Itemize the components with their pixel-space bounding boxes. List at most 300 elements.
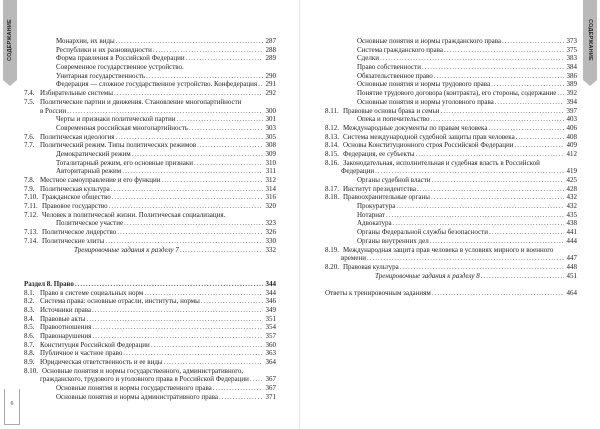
- entry-number: 8.18.: [325, 193, 339, 202]
- entry-page-number: 383: [566, 54, 577, 63]
- toc-entry: [325, 202, 577, 211]
- dot-leader: [495, 98, 564, 107]
- dot-leader: [197, 141, 263, 150]
- toc-entry: [24, 115, 276, 124]
- page-number-box: [4, 394, 20, 425]
- entry-title: Федерация, ее субъекты: [343, 149, 415, 158]
- toc-entry: [24, 246, 276, 255]
- dot-leader: [502, 37, 564, 46]
- entry-page-number: 394: [566, 97, 577, 106]
- entry-title: Основные понятия и нормы государственного права: [56, 384, 212, 393]
- entry-page-number: 435: [566, 210, 577, 219]
- entry-title: Правоотношения: [40, 323, 92, 332]
- entry-title: Основные понятия и нормы государственного, административного,: [42, 366, 244, 375]
- entry-title: Раздел 8. Право: [24, 279, 74, 288]
- toc-entry: [325, 237, 577, 246]
- toc-entry: [24, 141, 276, 150]
- dot-leader: [441, 107, 564, 116]
- dot-leader: [153, 46, 263, 55]
- dot-leader: [444, 46, 564, 55]
- toc-entry: [325, 159, 577, 168]
- dot-leader: [431, 193, 564, 202]
- dot-leader: [144, 289, 263, 298]
- toc-entry: [325, 167, 577, 176]
- dot-leader: [123, 349, 263, 358]
- toc-entry: [325, 72, 577, 81]
- entry-number: 7.5.: [24, 97, 35, 106]
- toc-entry: [24, 193, 276, 202]
- entry-title: Институт президентства: [343, 184, 416, 193]
- entry-page-number: 301: [265, 115, 276, 124]
- entry-title: Политическая идеология: [40, 132, 115, 141]
- entry-title: Современная российская многопартийность: [56, 123, 189, 132]
- toc-entry: [325, 228, 577, 237]
- dot-leader: [124, 219, 263, 228]
- toc-entry: [24, 167, 276, 176]
- entry-title: Современное государственное устройство.: [56, 63, 184, 72]
- entry-number: 7.8.: [24, 176, 35, 184]
- entry-page-number: 375: [566, 45, 577, 54]
- entry-number: 7.14.: [24, 236, 38, 245]
- toc-entry: [24, 289, 276, 298]
- toc-entry: [325, 133, 577, 142]
- entry-title: Тренировочные задания к разделу 8: [375, 271, 480, 280]
- toc-entry: [24, 107, 276, 116]
- toc-entry: [24, 63, 276, 72]
- entry-page-number: 397: [566, 106, 577, 115]
- toc-entry: [24, 202, 276, 211]
- entry-page-number: 444: [566, 236, 577, 245]
- dot-leader: [105, 237, 263, 246]
- toc-entry: [24, 237, 276, 246]
- dot-leader: [489, 228, 564, 237]
- entry-page-number: 316: [265, 193, 276, 202]
- dot-leader: [488, 124, 564, 133]
- entry-number: 8.3.: [24, 305, 35, 314]
- entry-number: 7.6.: [24, 132, 35, 141]
- dot-leader: [375, 167, 564, 176]
- entry-page-number: 403: [566, 115, 577, 124]
- entry-number: 7.7.: [24, 141, 35, 150]
- entry-page-number: 425: [566, 176, 577, 184]
- entry-title: Авторитарный режим: [56, 167, 122, 176]
- entry-title: Демократический режим: [56, 149, 131, 158]
- entry-page-number: 290: [265, 71, 276, 80]
- dot-leader: [92, 332, 263, 341]
- dot-leader: [162, 176, 263, 185]
- entry-title: Гражданское общество: [42, 193, 111, 202]
- entry-page-number: 291: [265, 80, 276, 89]
- dot-leader: [396, 202, 564, 211]
- entry-page-number: 432: [566, 193, 577, 202]
- toc-entry: [24, 98, 276, 107]
- toc-entry: [24, 332, 276, 341]
- dot-leader: [75, 280, 263, 289]
- entry-title: Право собственности: [357, 63, 421, 72]
- entry-title: Форма правления в Российской Федерации: [56, 54, 185, 63]
- dot-leader: [516, 133, 564, 142]
- toc-entry: [24, 358, 276, 367]
- toc-entry: [325, 124, 577, 133]
- entry-title: Система права: основные отрасли, институты, нормы: [40, 297, 200, 306]
- entry-title: Политические партии и движения. Становление многопартийности: [40, 97, 242, 106]
- entry-title: Тоталитарный режим, его основные признаки: [56, 158, 193, 167]
- dot-leader: [92, 323, 263, 332]
- entry-number: 8.5.: [24, 323, 35, 332]
- toc-entry: [24, 375, 276, 384]
- entry-title: Сделки: [357, 54, 379, 63]
- toc-entry: [24, 384, 276, 393]
- toc-entry: [24, 124, 276, 133]
- entry-page-number: 349: [265, 305, 276, 314]
- entry-title: Прокуратура: [357, 202, 396, 211]
- toc-entry: [24, 306, 276, 315]
- entry-page-number: 288: [265, 45, 276, 54]
- entry-page-number: 371: [265, 392, 276, 401]
- entry-number: 8.17.: [325, 184, 339, 193]
- entry-title: Федерации: [341, 167, 375, 176]
- dot-leader: [177, 115, 263, 124]
- toc-entry: [24, 315, 276, 324]
- entry-number: 8.15.: [325, 149, 339, 158]
- dot-leader: [111, 185, 263, 194]
- entry-title: Источники права: [40, 305, 92, 314]
- answers-entry: [325, 289, 577, 298]
- entry-title: Юридическая ответственность и ее виды: [40, 358, 163, 367]
- entry-title: Правоохранительные органы: [343, 193, 430, 202]
- entry-title: Нотариат: [357, 210, 385, 219]
- dot-leader: [258, 80, 263, 89]
- dot-leader: [367, 254, 564, 263]
- dot-leader: [67, 107, 263, 116]
- entry-title: Республики и их разновидности: [56, 45, 152, 54]
- dot-leader: [132, 150, 263, 159]
- entry-title: Система международной судебной защиты прав человека: [343, 132, 515, 141]
- entry-page-number: 384: [566, 63, 577, 72]
- entry-title: Международная защита прав человека в условиях мирного и военного: [343, 245, 554, 254]
- entry-title: Человек в политической жизни. Политическая социализация.: [42, 210, 226, 219]
- dot-leader: [201, 297, 263, 306]
- entry-title: Основные понятия и нормы уголовного права: [357, 97, 494, 106]
- dot-leader: [514, 141, 564, 150]
- entry-page-number: 451: [566, 271, 577, 280]
- toc-entry: [325, 46, 577, 55]
- toc-entry: [325, 63, 577, 72]
- toc-entry: [325, 115, 577, 124]
- section-heading: [24, 280, 276, 289]
- entry-title: Основные понятия и нормы трудового права: [357, 80, 491, 89]
- entry-page-number: 303: [265, 123, 276, 132]
- toc-entry: [325, 254, 577, 263]
- table-of-contents-left: [24, 37, 276, 402]
- entry-page-number: 428: [566, 184, 577, 193]
- entry-number: 8.7.: [24, 340, 35, 349]
- entry-page-number: 367: [265, 375, 276, 384]
- tab-label: СОДЕРЖАНИЕ: [587, 19, 594, 61]
- entry-title: времени: [341, 254, 366, 263]
- entry-page-number: 406: [566, 123, 577, 132]
- entry-page-number: 323: [265, 219, 276, 228]
- entry-page-number: 360: [265, 340, 276, 349]
- entry-title: Органы Федеральной службы безопасности: [357, 228, 488, 237]
- entry-title: Черты и признаки политической партии: [56, 115, 176, 124]
- entry-title: Правовые основы брака и семьи: [343, 106, 440, 115]
- toc-entry: [24, 323, 276, 332]
- dot-leader: [430, 237, 564, 246]
- toc-entry: [24, 393, 276, 402]
- toc-entry: [24, 349, 276, 358]
- entry-title: Международные документы по правам человека: [343, 123, 488, 132]
- entry-page-number: 292: [265, 89, 276, 98]
- entry-number: 7.9.: [24, 184, 35, 193]
- entry-number: 7.4.: [24, 89, 35, 98]
- dot-leader: [400, 263, 564, 272]
- toc-entry: [325, 107, 577, 116]
- toc-entry: [24, 211, 276, 220]
- dot-leader: [92, 306, 263, 315]
- toc-entry: [325, 211, 577, 220]
- toc-entry: [24, 159, 276, 168]
- toc-entry: [24, 89, 276, 98]
- entry-number: 8.14.: [325, 141, 339, 150]
- toc-entry: [325, 150, 577, 159]
- toc-entry: [325, 141, 577, 150]
- entry-title: Местное самоуправление и его функции: [40, 176, 161, 184]
- toc-entry: [24, 37, 276, 46]
- entry-title: Правонарушения: [40, 332, 92, 340]
- entry-title: Публичное и частное право: [40, 349, 123, 358]
- dot-leader: [86, 315, 263, 324]
- entry-page-number: 287: [265, 37, 276, 45]
- dot-leader: [434, 72, 564, 81]
- dot-leader: [122, 167, 263, 176]
- dot-leader: [189, 124, 263, 133]
- toc-entry: [24, 228, 276, 237]
- toc-entry: [24, 219, 276, 228]
- dot-leader: [491, 80, 564, 89]
- entry-number: 8.12.: [325, 123, 339, 132]
- entry-number: 8.20.: [325, 262, 339, 271]
- toc-entry: [325, 98, 577, 107]
- dot-leader: [186, 54, 263, 63]
- entry-title: Правовые акты: [40, 314, 86, 323]
- dot-leader: [109, 202, 263, 211]
- entry-title: Обязательственное право: [357, 71, 433, 80]
- entry-number: 8.4.: [24, 314, 35, 323]
- toc-entry: [24, 185, 276, 194]
- entry-number: 8.1.: [24, 288, 35, 297]
- entry-number: 7.13.: [24, 228, 38, 237]
- toc-entry: [325, 272, 577, 281]
- right-page: [300, 0, 600, 429]
- entry-title: Основные понятия и нормы гражданского права: [357, 37, 502, 45]
- entry-title: Органы судебной власти: [357, 176, 431, 184]
- toc-entry: [24, 54, 276, 63]
- entry-page-number: 344: [265, 279, 276, 288]
- entry-title: Органы внутренних дел: [357, 236, 429, 245]
- toc-entry: [325, 246, 577, 255]
- entry-title: Политическое участие: [56, 219, 124, 228]
- dot-leader: [432, 289, 564, 298]
- entry-page-number: 419: [566, 167, 577, 176]
- entry-title: Правовое государство: [42, 202, 108, 211]
- dot-leader: [432, 176, 564, 185]
- entry-title: Конституция Российской Федерации: [40, 340, 150, 349]
- entry-number: 8.11.: [325, 106, 339, 115]
- entry-page-number: 305: [265, 132, 276, 141]
- entry-page-number: 373: [566, 37, 577, 45]
- entry-page-number: 438: [566, 219, 577, 228]
- entry-page-number: 320: [265, 202, 276, 211]
- entry-number: 8.9.: [24, 358, 35, 367]
- entry-title: Политическое лидерство: [42, 228, 117, 237]
- entry-page-number: 386: [566, 71, 577, 80]
- entry-page-number: 312: [265, 176, 276, 184]
- dot-leader: [213, 384, 263, 393]
- toc-entry: [325, 89, 577, 98]
- dot-leader: [115, 133, 263, 142]
- dot-leader: [164, 358, 263, 367]
- entry-title: гражданского, трудового и уголовного права в Российской Федерации: [40, 375, 249, 384]
- dot-leader: [386, 211, 564, 220]
- toc-entry: [325, 193, 577, 202]
- entry-page-number: 441: [566, 228, 577, 237]
- toc-entry: [325, 219, 577, 228]
- entry-page-number: 409: [566, 141, 577, 150]
- entry-page-number: 389: [566, 80, 577, 89]
- entry-page-number: 310: [265, 158, 276, 167]
- entry-number: 8.13.: [325, 132, 339, 141]
- dot-leader: [146, 72, 263, 81]
- dot-leader: [393, 219, 564, 228]
- toc-entry: [325, 176, 577, 185]
- toc-entry: [24, 367, 276, 376]
- toc-entry: [24, 72, 276, 81]
- toc-entry: [24, 80, 276, 89]
- dot-leader: [180, 246, 263, 255]
- entry-number: 8.16.: [325, 158, 339, 167]
- tab-label: СОДЕРЖАНИЕ: [7, 19, 14, 61]
- page-number: 6: [10, 401, 14, 407]
- entry-title: Основы Конституционного строя Российской Федерации: [343, 141, 514, 150]
- dot-leader: [481, 272, 564, 281]
- entry-page-number: 308: [265, 141, 276, 150]
- entry-page-number: 408: [566, 132, 577, 141]
- entry-number: 7.10.: [24, 193, 38, 202]
- toc-entry: [24, 46, 276, 55]
- dot-leader: [112, 193, 263, 202]
- entry-title: Право в системе социальных норм: [40, 288, 144, 297]
- dot-leader: [151, 341, 263, 350]
- toc-entry: [325, 54, 577, 63]
- toc-entry: [325, 263, 577, 272]
- section-tab-right: [583, 0, 597, 80]
- dot-leader: [431, 115, 564, 124]
- entry-title: Ответы к тренировочным заданиям: [325, 288, 431, 297]
- entry-page-number: 314: [265, 184, 276, 193]
- dot-leader: [380, 54, 564, 63]
- toc-entry: [325, 185, 577, 194]
- entry-page-number: 448: [566, 262, 577, 271]
- entry-title: Избирательные системы: [40, 89, 113, 98]
- entry-page-number: 357: [265, 332, 276, 340]
- entry-number: 8.10.: [24, 366, 38, 375]
- dot-leader: [557, 89, 564, 98]
- entry-title: Законодательная, исполнительная и судебная власть в Российской: [343, 158, 540, 167]
- entry-page-number: 289: [265, 54, 276, 63]
- entry-title: Основные понятия и нормы административного права: [56, 392, 219, 401]
- entry-title: в России: [40, 106, 67, 115]
- entry-page-number: 326: [265, 228, 276, 237]
- entry-number: 8.8.: [24, 349, 35, 358]
- dot-leader: [417, 185, 564, 194]
- entry-title: Правовая культура: [343, 262, 399, 271]
- entry-title: Монархии, их виды: [56, 37, 115, 45]
- toc-entry: [325, 37, 577, 46]
- entry-page-number: 392: [566, 89, 577, 98]
- entry-title: Система гражданского права: [357, 45, 443, 54]
- entry-title: Политическая культура: [40, 184, 110, 193]
- entry-page-number: 330: [265, 236, 276, 245]
- entry-title: Адвокатура: [357, 219, 392, 228]
- entry-page-number: 412: [566, 149, 577, 158]
- entry-page-number: 332: [265, 245, 276, 254]
- entry-page-number: 364: [265, 358, 276, 367]
- dot-leader: [116, 37, 263, 46]
- entry-page-number: 351: [265, 314, 276, 323]
- entry-title: Понятие трудового договора (контракта), его стороны, содержание: [357, 89, 557, 98]
- entry-number: 7.11.: [24, 202, 38, 211]
- toc-entry: [325, 80, 577, 89]
- entry-page-number: 367: [265, 384, 276, 393]
- entry-page-number: 354: [265, 323, 276, 332]
- entry-title: Федерация — сложное государственное устройство. Конфедерация: [56, 80, 258, 89]
- entry-number: 8.19.: [325, 245, 339, 254]
- dot-leader: [114, 89, 263, 98]
- table-of-contents-right: [325, 37, 577, 298]
- toc-entry: [24, 341, 276, 350]
- entry-title: Унитарная государственность: [56, 71, 146, 80]
- entry-title: Политические элиты: [42, 236, 105, 245]
- entry-page-number: 363: [265, 349, 276, 358]
- dot-leader: [194, 159, 263, 168]
- entry-title: Опека и попечительство: [357, 115, 430, 124]
- entry-page-number: 432: [566, 202, 577, 211]
- toc-entry: [24, 176, 276, 185]
- entry-number: 8.6.: [24, 332, 35, 340]
- toc-entry: [24, 133, 276, 142]
- dot-leader: [117, 228, 263, 237]
- entry-number: 8.2.: [24, 297, 35, 306]
- entry-page-number: 346: [265, 297, 276, 306]
- entry-page-number: 309: [265, 149, 276, 158]
- dot-leader: [219, 393, 263, 402]
- entry-title: Политический режим. Типы политических режимов: [40, 141, 197, 150]
- entry-title: Тренировочные задания к разделу 7: [74, 245, 179, 254]
- entry-page-number: 447: [566, 254, 577, 263]
- entry-page-number: 300: [265, 106, 276, 115]
- dot-leader: [250, 375, 263, 384]
- dot-leader: [416, 150, 564, 159]
- entry-page-number: 344: [265, 288, 276, 297]
- entry-number: 7.12.: [24, 210, 38, 219]
- entry-page-number: 311: [265, 167, 276, 176]
- dot-leader: [422, 63, 564, 72]
- toc-entry: [24, 150, 276, 159]
- entry-page-number: 464: [566, 288, 577, 297]
- toc-entry: [24, 297, 276, 306]
- section-tab-left: [3, 0, 17, 80]
